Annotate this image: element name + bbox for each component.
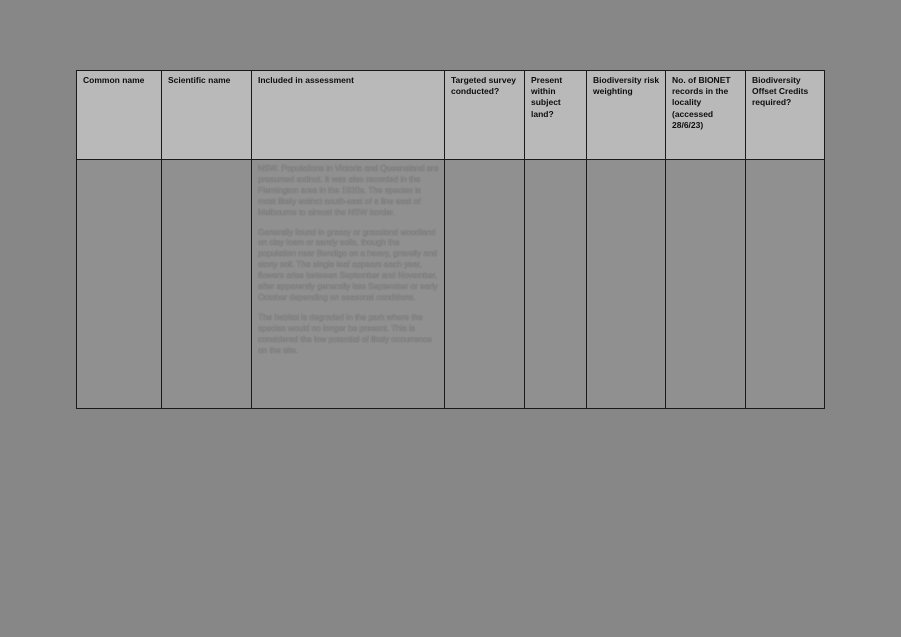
cell-present-within-subject-land — [525, 160, 587, 409]
included-paragraph-3: The habitat is degraded in the park where the species would no longer be present. This is considered the low potential of likely occurrence on the site. — [258, 312, 432, 355]
cell-biodiversity-risk-weighting — [587, 160, 666, 409]
column-header-common-name: Common name — [77, 71, 162, 160]
column-header-bionet-records: No. of BIONET records in the locality (accessed 28/6/23) — [666, 71, 746, 160]
cell-targeted-survey — [445, 160, 525, 409]
table-row — [77, 160, 825, 409]
cell-included-in-assessment — [252, 160, 445, 409]
cell-biodiversity-offset-credits — [746, 160, 825, 409]
species-assessment-table — [76, 70, 825, 409]
cell-bionet-records — [666, 160, 746, 409]
cell-common-name — [77, 160, 162, 409]
table-header — [77, 71, 825, 160]
column-header-biodiversity-risk-weighting: Biodiversity risk weighting — [587, 71, 666, 160]
table-body — [77, 160, 825, 409]
table-header-row — [77, 71, 825, 160]
column-header-present-within-subject-land: Present within subject land? — [525, 71, 587, 160]
column-header-targeted-survey: Targeted survey conducted? — [445, 71, 525, 160]
cell-scientific-name — [162, 160, 252, 409]
included-paragraph-2: Generally found in grassy or grassland woodland on clay loam or sandy soils, though the population near Bendigo on a heavy, gravelly and stony soil. The single leaf appears each year, flowers arise between September and November, after apparently generally late September or early October depending on seasonal conditions. — [258, 227, 438, 302]
assessment-table-wrapper — [76, 70, 809, 409]
included-in-assessment-text — [258, 164, 439, 357]
included-paragraph-1: NSW. Populations in Victoria and Queensland are presumed extinct. It was also recorded in the Flemington area in the 1920s. The species is most likely extinct south-east of a line east of Melbourne to almost the NSW border. — [258, 164, 439, 217]
column-header-scientific-name: Scientific name — [162, 71, 252, 160]
column-header-included-in-assessment: Included in assessment — [252, 71, 445, 160]
column-header-biodiversity-offset-credits: Biodiversity Offset Credits required? — [746, 71, 825, 160]
